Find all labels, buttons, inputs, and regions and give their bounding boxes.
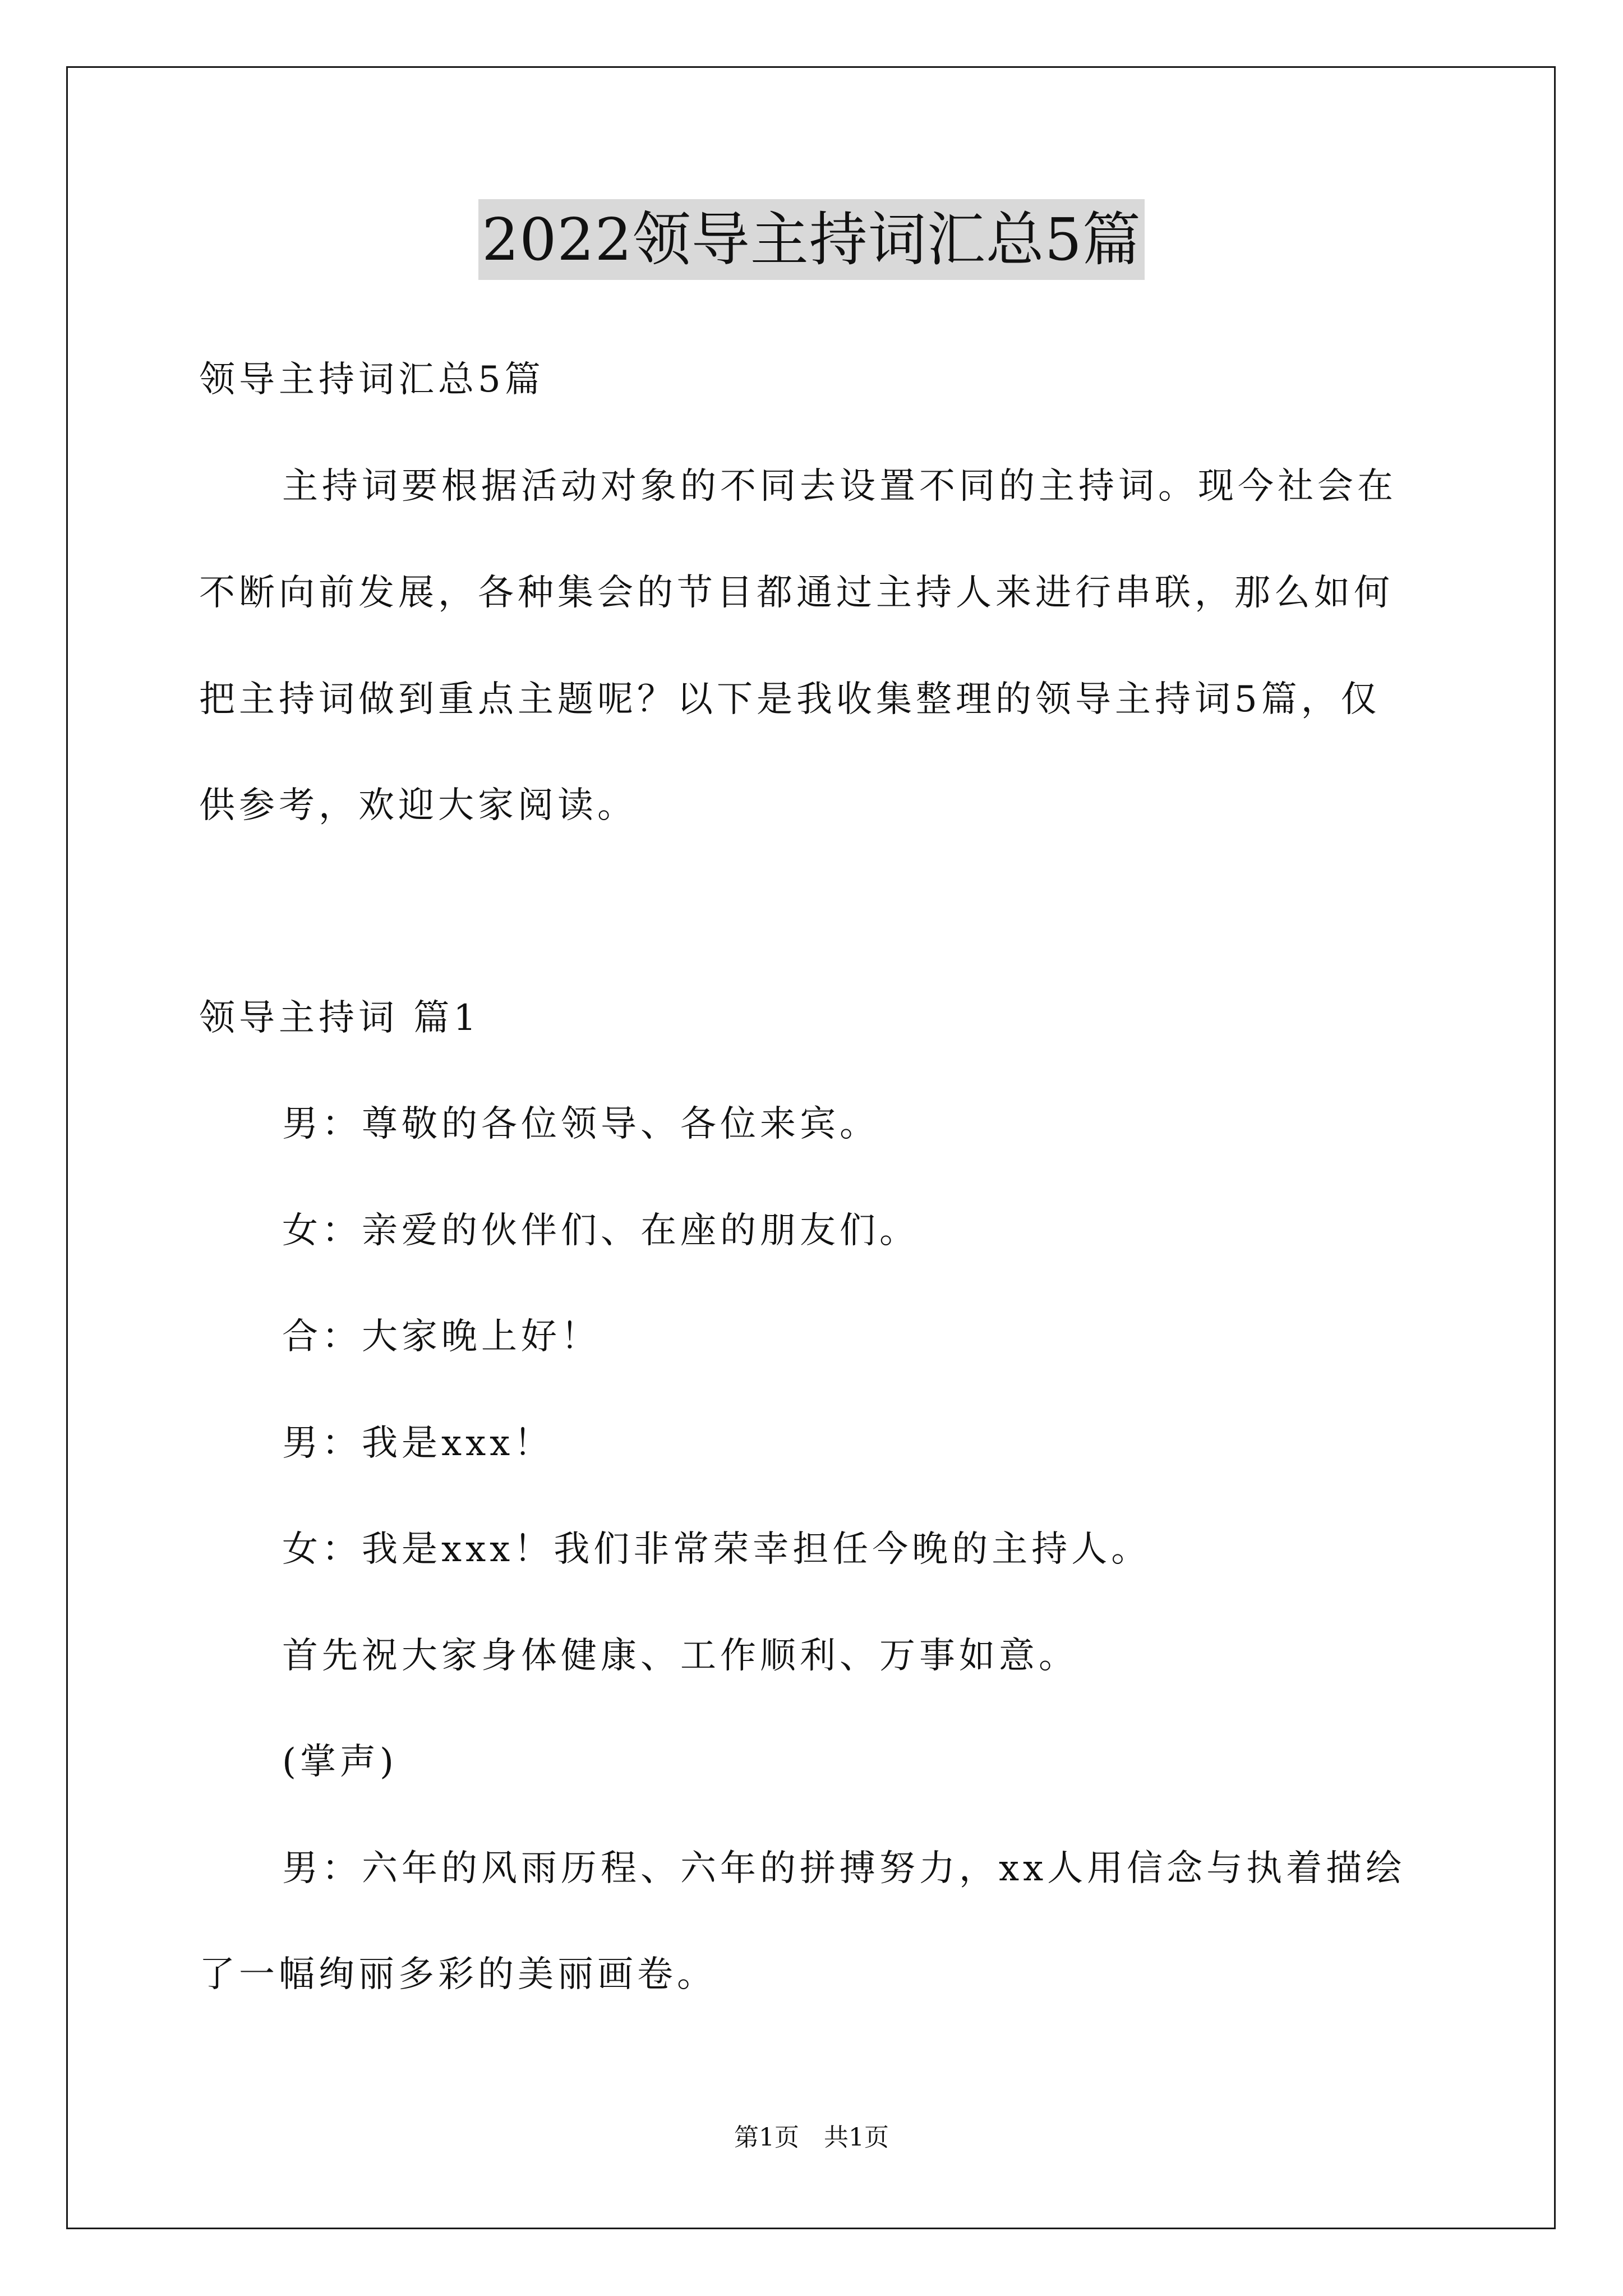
intro-paragraph-line: 主持词要根据活动对象的不同去设置不同的主持词。现今社会在 — [282, 466, 1397, 507]
dialogue-line: 男：尊敬的各位领导、各位来宾。 — [282, 1103, 879, 1145]
dialogue-line: 首先祝大家身体健康、工作顺利、万事如意。 — [282, 1635, 1078, 1677]
dialogue-line: 女：亲爱的伙伴们、在座的朋友们。 — [282, 1210, 919, 1251]
dialogue-line: 女：我是xxx！我们非常荣幸担任今晚的主持人。 — [282, 1529, 1151, 1570]
stage-direction: (掌声) — [282, 1741, 398, 1783]
dialogue-line: 了一幅绚丽多彩的美丽画卷。 — [199, 1954, 717, 1995]
dialogue-line: 男：六年的风雨历程、六年的拼搏努力，xx人用信念与执着描绘 — [282, 1848, 1406, 1889]
dialogue-line: 合：大家晚上好！ — [282, 1316, 601, 1358]
intro-paragraph-line: 不断向前发展，各种集会的节目都通过主持人来进行串联，那么如何 — [199, 572, 1394, 614]
document-title: 2022领导主持词汇总5篇 — [478, 199, 1145, 280]
subtitle-line: 领导主持词汇总5篇 — [199, 359, 545, 401]
page-footer: 第1页 共1页 — [734, 2123, 889, 2152]
intro-paragraph-line: 把主持词做到重点主题呢？以下是我收集整理的领导主持词5篇，仅 — [199, 679, 1381, 720]
section-heading: 领导主持词 篇1 — [199, 997, 481, 1039]
intro-paragraph-line: 供参考，欢迎大家阅读。 — [199, 785, 637, 826]
title-container — [0, 199, 1623, 280]
dialogue-line: 男：我是xxx！ — [282, 1423, 554, 1464]
